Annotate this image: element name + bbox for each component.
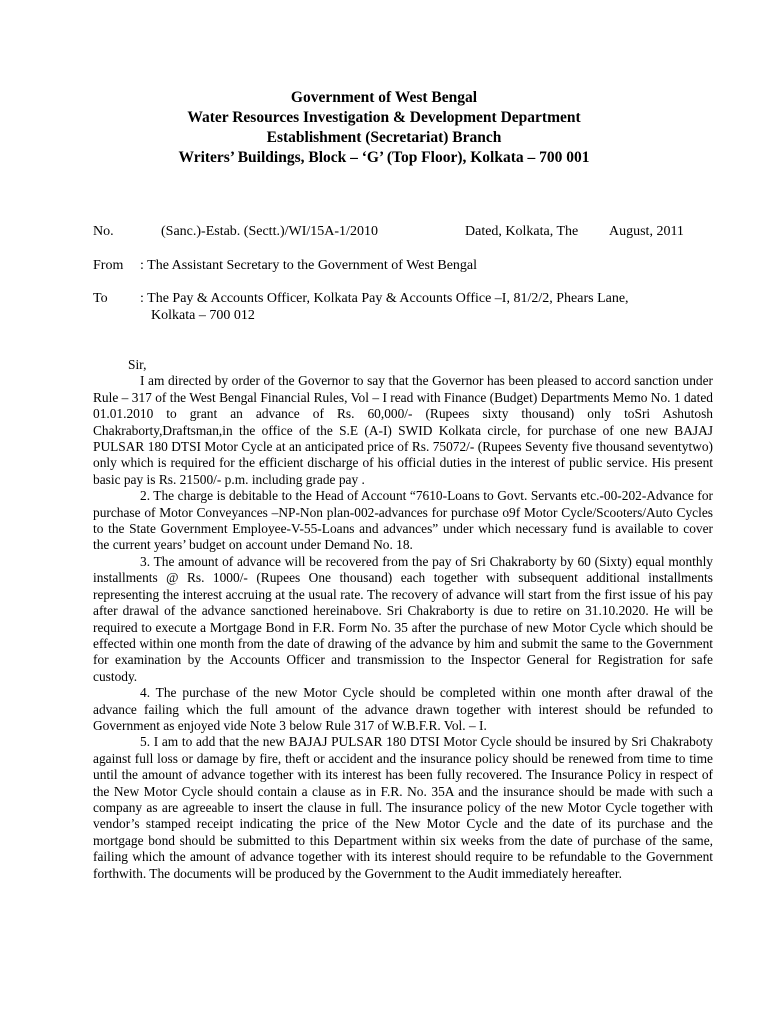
paragraph-5: 5. I am to add that the new BAJAJ PULSAR 180 DTSI Motor Cycle should be insured by Sri Chakraboty against full loss or damage by fire, theft or accident and the insurance policy should be renewed from time to time until the amount of advance together with its interest has been fully recovered. The Insurance Policy in respect of the New Motor Cycle should contain a clause as in F.R. No. 35A and the insurance should be made with such a company as are agreeable to insert the clause in full. The insurance policy of the new Motor Cycle together with vendor’s stamped receipt indicating the price of the New Motor Cycle and the date of its purchase and the mortgage bond should be submitted to this Department within six weeks from the date of purchase of the same, failing which the amount of advance together with its interest should require to be refundable to the Government forthwith. The documents will be produced by the Government to the Audit immediately hereafter. <box>93 734 713 881</box>
paragraph-3: 3. The amount of advance will be recovered from the pay of Sri Chakraborty by 60 (Sixty) equal monthly installments @ Rs. 1000/- (Rupees One thousand) each together with subsequent additional installments representing the interest accruing at the usual rate. The recovery of advance will start from the first issue of his pay after drawal of the advance sanctioned hereinabove. Sri Chakraborty is due to retire on 31.10.2020. He will be required to execute a Mortgage Bond in F.R. Form No. 35 after the purchase of new Motor Cycle which should be effected within one month from the date of drawing of the advance by him and submit the same to the Government for examination by the Accounts Officer and transmission to the Inspector General for Registration for safe custody. <box>93 553 713 684</box>
ref-no-value: (Sanc.)-Estab. (Sectt.)/WI/15A-1/2010 <box>161 224 378 239</box>
from-label: From <box>93 258 124 273</box>
salutation: Sir, <box>128 357 147 372</box>
paragraph-1: I am directed by order of the Governor to say that the Governor has been pleased to accord sanction under Rule – 317 of the West Bengal Financial Rules, Vol – I read with Finance (Budget) Departments Memo No. 1 dated 01.01.2010 to grant an advance of Rs. 60,000/- (Rupees sixty thousand) only toSri Ashutosh Chakraborty,Draftsman,in the office of the S.E (A-I) SWID Kolkata circle, for purchase of one new BAJAJ PULSAR 180 DTSI Motor Cycle at an anticipated price of Rs. 75072/- (Rupees Seventy five thousand seventytwo) only which is required for the efficient discharge of his official duties in the interest of public service. His present basic pay is Rs. 21500/- p.m. including grade pay . <box>93 373 713 487</box>
ref-dated-label: Dated, Kolkata, The <box>465 224 579 239</box>
to-label: To <box>93 291 108 306</box>
paragraph-4: 4. The purchase of the new Motor Cycle should be completed within one month after drawal of the advance failing which the full amount of the advance drawn together with interest should be refunded to Government as enjoyed vide Note 3 below Rule 317 of W.B.F.R. Vol. – I. <box>93 685 713 733</box>
ref-dated-value: August, 2011 <box>609 224 684 239</box>
letterhead-department: Water Resources Investigation & Development Department <box>187 109 581 126</box>
letterhead-branch: Establishment (Secretariat) Branch <box>266 129 502 146</box>
to-address-line1: : The Pay & Accounts Officer, Kolkata Pay & Accounts Office –I, 81/2/2, Phears Lane, <box>140 291 629 306</box>
letter-body <box>93 357 713 882</box>
to-address-line2: Kolkata – 700 012 <box>151 308 255 323</box>
letterhead-address: Writers’ Buildings, Block – ‘G’ (Top Floor), Kolkata – 700 001 <box>178 149 590 166</box>
from-value: : The Assistant Secretary to the Government of West Bengal <box>140 258 478 273</box>
letterhead <box>0 88 768 168</box>
ref-no-label: No. <box>93 224 114 239</box>
paragraph-2: 2. The charge is debitable to the Head of Account “7610-Loans to Govt. Servants etc.-00-202-Advance for purchase of Motor Conveyances –NP-Non plan-002-advances for purchase o9f Motor Cycle/Scooters/Auto Cycles to the State Government Employee-V-55-Loans and advances” under which necessary fund is available to cover the current years’ budget on account under Demand No. 18. <box>93 488 713 553</box>
letterhead-government: Government of West Bengal <box>290 89 478 106</box>
